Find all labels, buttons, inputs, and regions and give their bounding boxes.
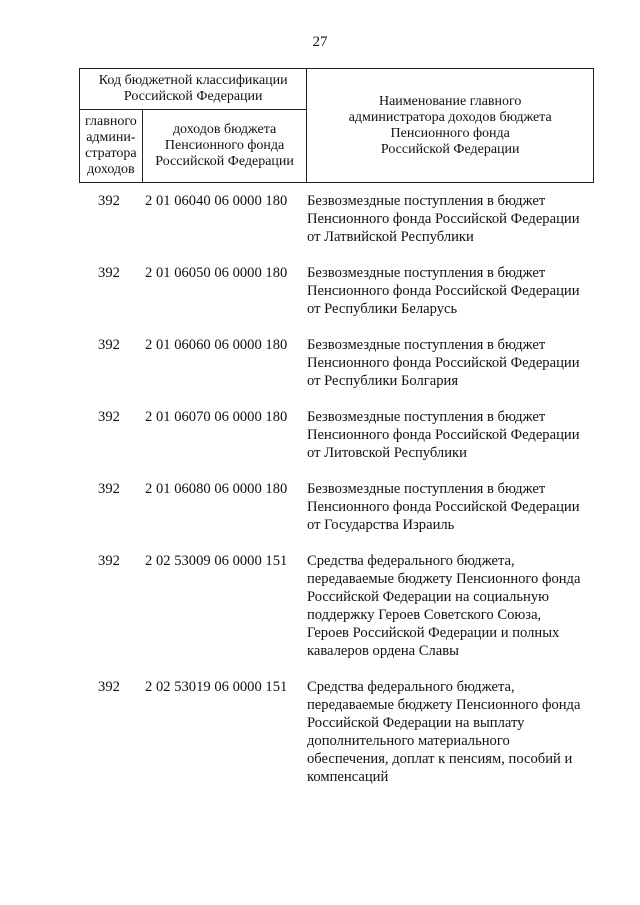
header-income-column [142, 110, 307, 183]
income-name-cell [307, 262, 599, 318]
admin-code-cell: 392 [98, 409, 120, 425]
admin-code-cell: 392 [98, 553, 120, 569]
header-admin-line-1: главного [85, 114, 137, 129]
admin-code-cell: 392 [98, 337, 120, 353]
income-name-cell [307, 334, 599, 390]
income-name-cell [307, 676, 599, 786]
income-name-line: Безвозмездные поступления в бюджет [307, 337, 546, 353]
income-name-line: Пенсионного фонда Российской Федерации [307, 427, 580, 443]
table-row [79, 406, 599, 462]
income-name-line: Героев Российской Федерации и полных [307, 625, 560, 641]
header-income-line-3: Российской Федерации [155, 154, 294, 169]
header-admin-line-4: доходов [87, 162, 135, 177]
header-name-line-1: Наименование главного [378, 93, 522, 109]
header-name-line-2: администратора доходов бюджета [348, 109, 552, 125]
admin-code-cell: 392 [98, 193, 120, 209]
income-name-cell [307, 550, 599, 660]
income-name-line: Пенсионного фонда Российской Федерации [307, 355, 580, 371]
income-code-cell: 2 01 06040 06 0000 180 [145, 193, 288, 209]
header-admin-column [80, 110, 143, 183]
income-name-line: от Латвийской Республики [307, 229, 474, 245]
admin-code-cell: 392 [98, 265, 120, 281]
header-name-column [307, 69, 594, 183]
income-name-cell [307, 190, 599, 246]
table-row [79, 334, 599, 390]
header-name-line-4: Российской Федерации [380, 141, 520, 157]
income-code-cell: 2 02 53009 06 0000 151 [145, 553, 288, 569]
income-name-line: Безвозмездные поступления в бюджет [307, 481, 546, 497]
header-admin-line-2: админи- [86, 130, 136, 145]
table-row [79, 676, 599, 786]
income-name-cell [307, 406, 599, 462]
income-name-line: от Республики Болгария [307, 373, 459, 389]
income-name-line: Пенсионного фонда Российской Федерации [307, 211, 580, 227]
income-code-cell: 2 01 06080 06 0000 180 [145, 481, 288, 497]
income-name-line: Пенсионного фонда Российской Федерации [307, 499, 580, 515]
income-code-cell: 2 01 06050 06 0000 180 [145, 265, 288, 281]
classification-header-table [79, 68, 594, 183]
table-row [79, 190, 599, 246]
income-name-line: от Государства Израиль [307, 517, 455, 533]
income-code-cell: 2 01 06070 06 0000 180 [145, 409, 288, 425]
header-income-line-1: доходов бюджета [172, 122, 277, 137]
classification-rows [79, 190, 599, 802]
income-name-line: дополнительного материального [307, 733, 510, 749]
header-code-group-line-2: Российской Федерации [123, 89, 263, 104]
income-name-line: от Литовской Республики [307, 445, 467, 461]
income-name-cell [307, 478, 599, 534]
income-name-line: передаваемые бюджету Пенсионного фонда [307, 571, 581, 587]
income-name-line: обеспечения, доплат к пенсиям, пособий и [307, 751, 573, 767]
income-name-line: компенсаций [307, 769, 389, 785]
income-name-line: от Республики Беларусь [307, 301, 458, 317]
income-name-line: Российской Федерации на социальную [307, 589, 550, 605]
income-name-line: Средства федерального бюджета, [307, 679, 515, 695]
income-code-cell: 2 02 53019 06 0000 151 [145, 679, 288, 695]
income-name-line: кавалеров ордена Славы [307, 643, 459, 659]
admin-code-cell: 392 [98, 679, 120, 695]
income-name-line: Российской Федерации на выплату [307, 715, 525, 731]
income-name-line: Средства федерального бюджета, [307, 553, 515, 569]
header-code-group-line-1: Код бюджетной классификации [98, 73, 288, 88]
header-income-line-2: Пенсионного фонда [164, 138, 285, 153]
income-name-line: Безвозмездные поступления в бюджет [307, 193, 546, 209]
income-name-line: поддержку Героев Советского Союза, [307, 607, 542, 623]
income-name-line: Безвозмездные поступления в бюджет [307, 265, 546, 281]
income-name-line: Пенсионного фонда Российской Федерации [307, 283, 580, 299]
header-code-group [80, 69, 307, 110]
table-row [79, 262, 599, 318]
admin-code-cell: 392 [98, 481, 120, 497]
income-name-line: Безвозмездные поступления в бюджет [307, 409, 546, 425]
table-row [79, 478, 599, 534]
header-name-line-3: Пенсионного фонда [390, 125, 510, 141]
page-number: 27 [312, 34, 328, 50]
income-name-line: передаваемые бюджету Пенсионного фонда [307, 697, 581, 713]
table-row [79, 550, 599, 660]
income-code-cell: 2 01 06060 06 0000 180 [145, 337, 288, 353]
header-admin-line-3: стратора [85, 146, 137, 161]
